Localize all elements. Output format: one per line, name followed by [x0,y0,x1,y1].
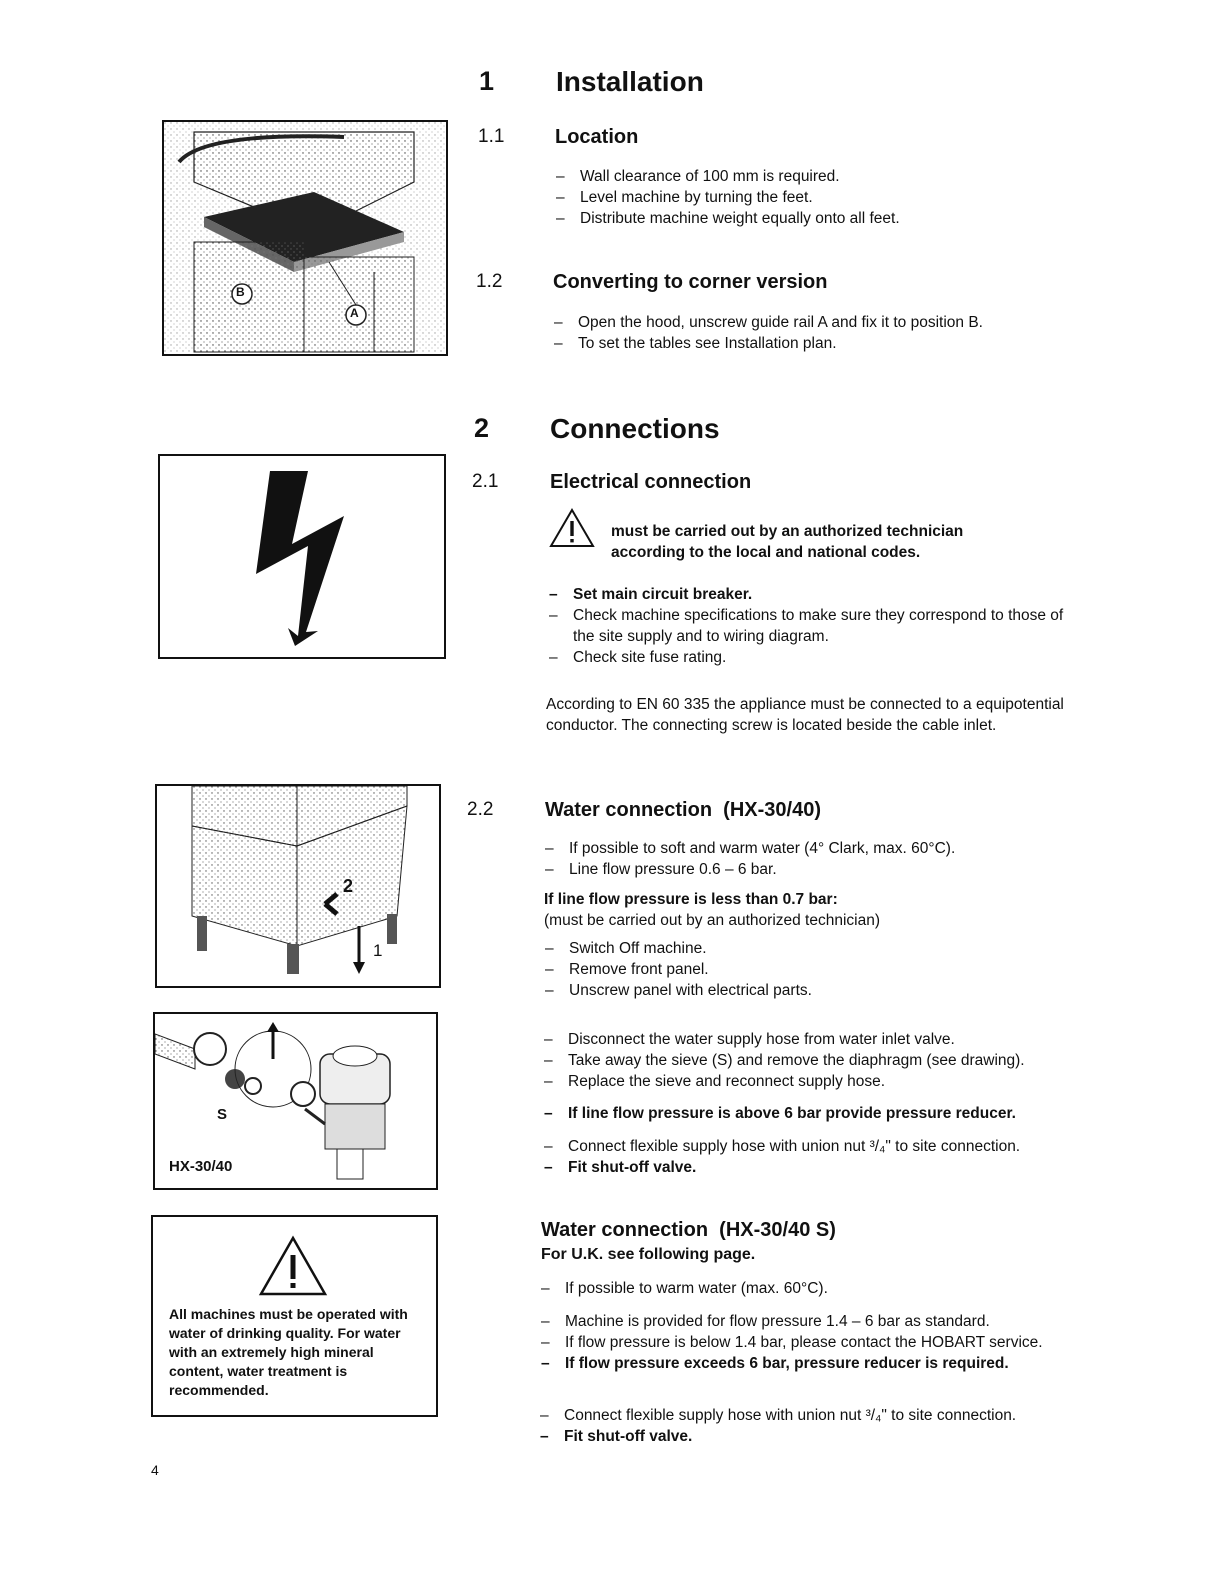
list-item: – Take away the sieve (S) and remove the diaphragm (see drawing). [544,1050,1104,1071]
list-item: – Connect flexible supply hose with union nut ³/₄" to site connection. [540,1405,1100,1426]
section-2-number: 2 [474,413,490,443]
section-1-1-number: 1.1 [478,126,505,147]
list-item: – Set main circuit breaker. [549,584,1084,605]
list-item: – Machine is provided for flow pressure 1.4 – 6 bar as standard. [541,1311,1086,1332]
uk-note: For U.K. see following page. [541,1246,756,1263]
list-item: – Disconnect the water supply hose from water inlet valve. [544,1029,1104,1050]
section-1-title: Installation [556,66,704,97]
warning-triangle-icon [258,1235,328,1297]
list-item: – Line flow pressure 0.6 – 6 bar. [545,859,1085,880]
label-a: A [350,306,359,320]
list-item: – Fit shut-off valve. [544,1157,1104,1178]
page-number: 4 [151,1462,159,1478]
water-connection-s-title: Water connection (HX-30/40 S) [541,1219,836,1241]
warning-box-text: All machines must be operated with water of drinking quality. For water with an extremely high mineral content, water treatment is recommended. [169,1306,408,1398]
location-list [556,166,1176,229]
label-b: B [236,285,245,299]
list-item: – Unscrew panel with electrical parts. [545,980,1085,1001]
list-item: – If possible to warm water (max. 60°C). [541,1278,1101,1299]
list-item: – If flow pressure is below 1.4 bar, please contact the HOBART service. [541,1332,1086,1353]
water-s-list-a [541,1278,1101,1299]
section-1-2-title: Converting to corner version [553,271,828,293]
list-item: – Switch Off machine. [545,938,1085,959]
water-s-list-b [541,1311,1086,1374]
figure-hood-guide-rail [162,120,448,356]
equipotential-paragraph: According to EN 60 335 the appliance must be connected to a equipotential conductor. The connecting screw is located beside the cable inlet. [546,696,1064,734]
warning-triangle-icon [549,508,595,548]
arrow-label-1: 1 [373,941,383,960]
section-1-number: 1 [479,66,495,96]
section-1-1-title: Location [555,126,639,148]
hood-drawing [164,122,445,353]
figure-electrical-hazard [158,454,446,659]
list-item: – To set the tables see Installation plan. [554,333,1174,354]
figure-water-inlet-valve [153,1012,438,1190]
list-item: – Fit shut-off valve. [540,1426,1100,1447]
list-item: – Check site fuse rating. [549,647,1084,668]
section-2-2-number: 2.2 [467,799,494,820]
list-item: – Remove front panel. [545,959,1085,980]
section-2-1-number: 2.1 [472,471,499,492]
model-label: HX-30/40 [169,1158,233,1175]
water-list-d [544,1103,1104,1124]
warning-box-water-quality [151,1215,438,1417]
list-item: – Distribute machine weight equally onto all feet. [556,208,1176,229]
electrical-warning-text: must be carried out by an authorized technician according to the local and national codes. [611,523,964,561]
section-2-1-title: Electrical connection [550,471,752,493]
low-pressure-heading: If line flow pressure is less than 0.7 bar: [544,891,838,908]
lightning-bolt-icon [160,456,443,656]
section-2-2-title: Water connection (HX-30/40) [545,799,821,821]
list-item: – Level machine by turning the feet. [556,187,1176,208]
sieve-label-s: S [217,1106,228,1123]
electrical-list [549,584,1084,668]
water-s-list-c [540,1405,1100,1447]
figure-machine-front-panel [155,784,441,988]
arrow-label-2: 2 [343,876,354,896]
low-pressure-note: (must be carried out by an authorized technician) [544,912,881,929]
water-list-e [544,1136,1104,1178]
water-list-c [544,1029,1104,1092]
list-item: – If line flow pressure is above 6 bar provide pressure reducer. [544,1103,1104,1124]
machine-base-drawing [157,786,438,985]
list-item: – Wall clearance of 100 mm is required. [556,166,1176,187]
water-list-b [545,938,1085,1001]
corner-version-list [554,312,1174,354]
list-item: – If flow pressure exceeds 6 bar, pressure reducer is required. [541,1353,1086,1374]
section-2-title: Connections [550,413,720,444]
list-item: – Replace the sieve and reconnect supply hose. [544,1071,1104,1092]
list-item: – If possible to soft and warm water (4° Clark, max. 60°C). [545,838,1085,859]
section-1-2-number: 1.2 [476,271,503,292]
list-item: – Connect flexible supply hose with union nut ³/₄" to site connection. [544,1136,1104,1157]
list-item: – Open the hood, unscrew guide rail A and fix it to position B. [554,312,1174,333]
water-list-a [545,838,1085,880]
list-item: – Check machine specifications to make sure they correspond to those of the site supply and to wiring diagram. [549,605,1084,647]
